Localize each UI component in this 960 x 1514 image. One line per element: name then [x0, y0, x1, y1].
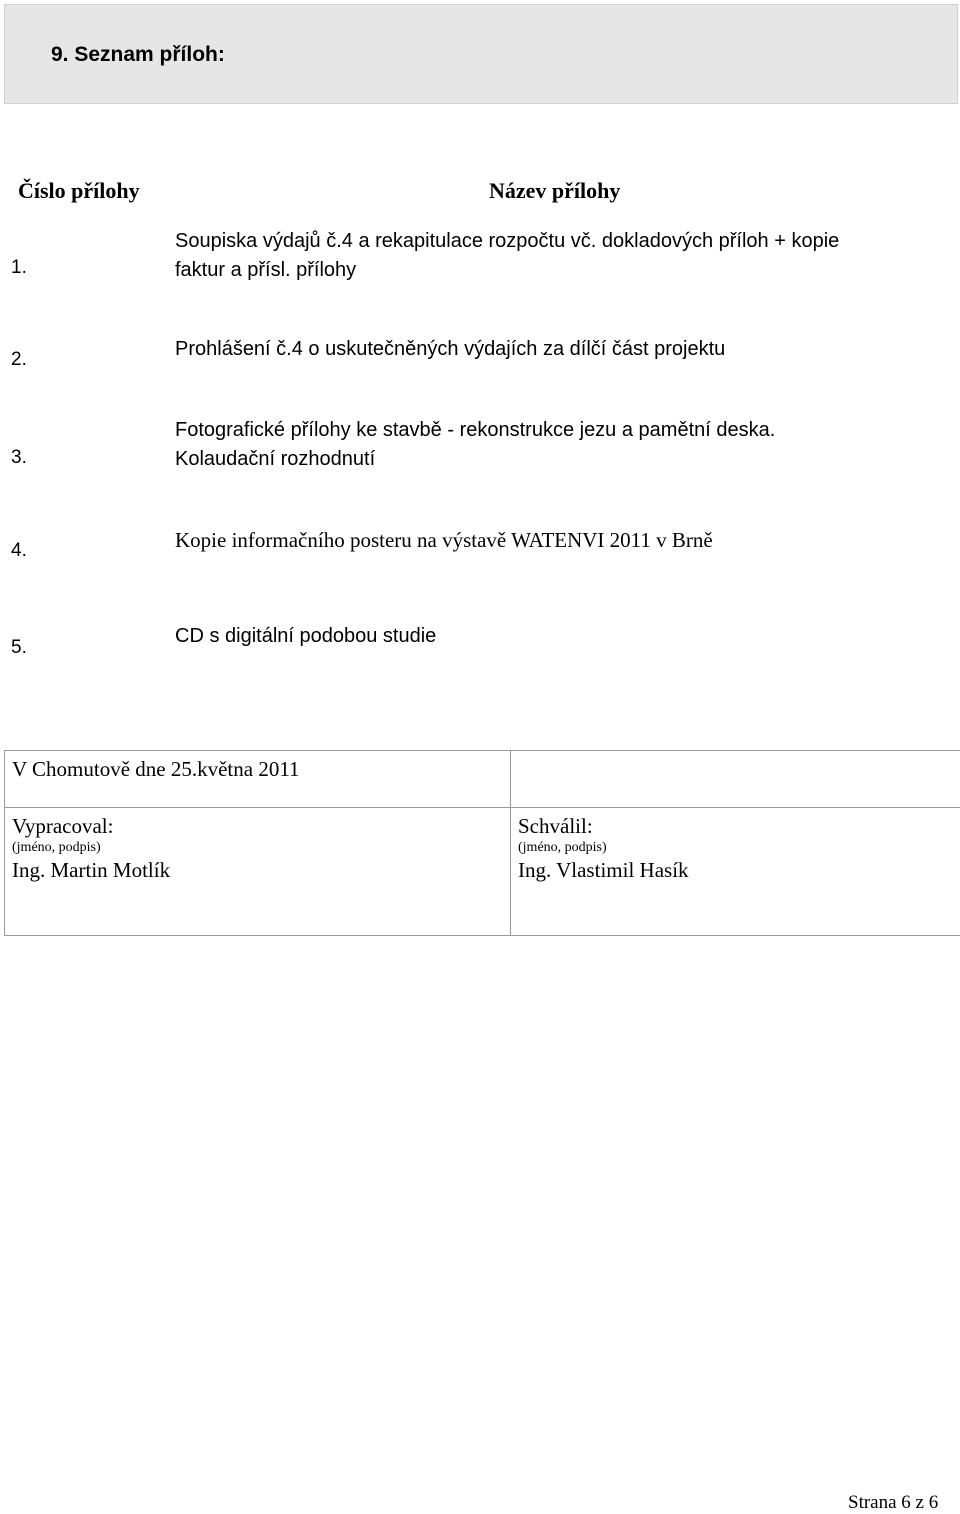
attachment-name-3 — [175, 416, 775, 474]
attachment-name-line: Soupiska výdajů č.4 a rekapitulace rozpočtu vč. dokladových příloh + kopie — [175, 227, 839, 256]
attachment-name-line: Kolaudační rozhodnutí — [175, 445, 775, 474]
attachment-number-5: 5. — [11, 637, 27, 659]
column-header-name: Název přílohy — [489, 178, 620, 204]
approved-by-label: Schválil: — [518, 813, 960, 839]
attachment-number-4: 4. — [11, 540, 27, 562]
attachment-name-line: Kopie informačního posteru na výstavě WATENVI 2011 v Brně — [175, 526, 713, 555]
attachment-number-1: 1. — [11, 257, 27, 279]
approved-by-name: Ing. Vlastimil Hasík — [518, 857, 960, 883]
attachment-name-4 — [175, 526, 713, 555]
empty-cell — [511, 751, 960, 808]
prepared-by-cell — [5, 808, 511, 936]
page-number: Strana 6 z 6 — [848, 1492, 938, 1514]
attachment-name-line: CD s digitální podobou studie — [175, 622, 436, 651]
attachment-name-5 — [175, 622, 436, 651]
prepared-by-hint: (jméno, podpis) — [12, 839, 510, 857]
column-header-number: Číslo přílohy — [18, 178, 140, 204]
signature-table — [4, 750, 960, 936]
approved-by-cell — [511, 808, 960, 936]
attachment-name-1 — [175, 227, 839, 285]
place-date-cell — [5, 751, 511, 808]
prepared-by-name: Ing. Martin Motlík — [12, 857, 510, 883]
attachment-name-line: Fotografické přílohy ke stavbě - rekonstrukce jezu a pamětní deska. — [175, 416, 775, 445]
section-header — [4, 4, 958, 104]
attachment-name-line: Prohlášení č.4 o uskutečněných výdajích za dílčí část projektu — [175, 335, 725, 364]
prepared-by-label: Vypracoval: — [12, 813, 510, 839]
attachment-name-line: faktur a přísl. přílohy — [175, 256, 839, 285]
attachment-number-3: 3. — [11, 447, 27, 469]
place-date: V Chomutově dne 25.května 2011 — [12, 757, 300, 781]
approved-by-hint: (jméno, podpis) — [518, 839, 960, 857]
attachment-number-2: 2. — [11, 349, 27, 371]
section-title: 9. Seznam příloh: — [51, 43, 225, 67]
attachment-name-2 — [175, 335, 725, 364]
